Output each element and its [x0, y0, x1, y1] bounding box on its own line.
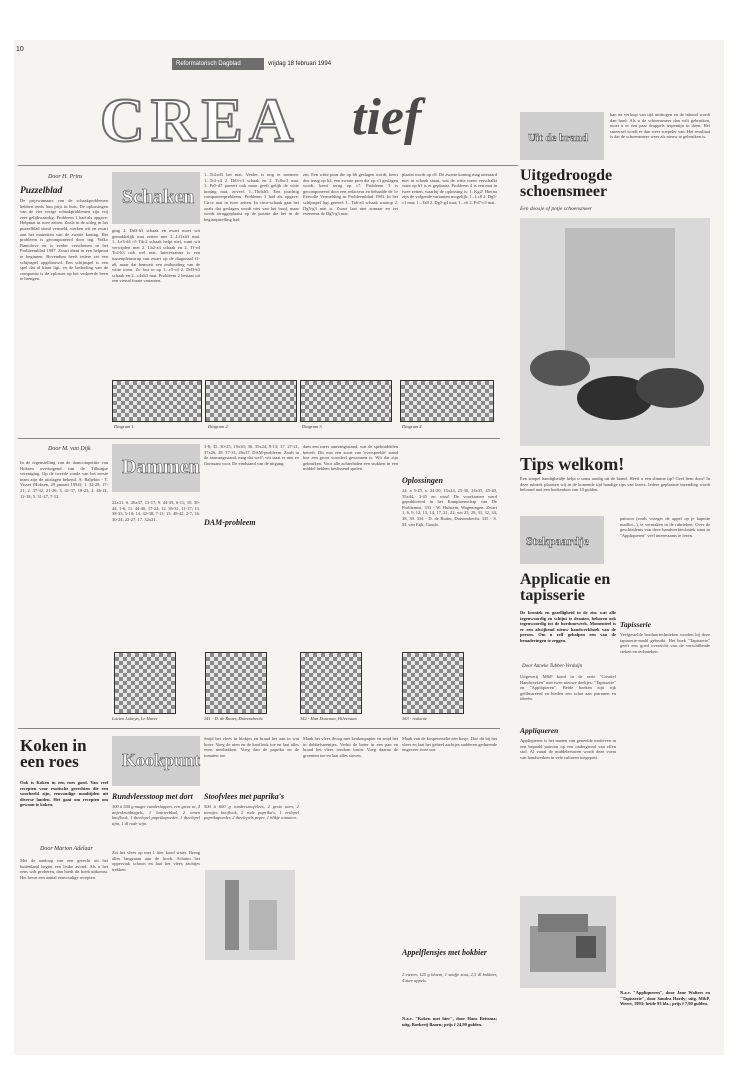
kookpunt-title: Kookpunt [122, 750, 201, 770]
diagram-caption-2: Diagram 2. [208, 424, 229, 429]
section-rule-1 [18, 438, 500, 439]
tips-title: Tips welkom! [520, 454, 625, 474]
koken-body: Met de aanloop van een gerecht uit het buitenland begint een leuke avond. Als u het eens wilt proberen, dan biedt dit boek uitkomst. Het bevat een aantal eenvoudige recepten. [20, 858, 108, 880]
dammen-col-1: In de tegenstelling van de damcompetitie van Hoksen overtuigend van de Tilburgse vereniging. Op de tweede ronde van het eerste team zijn de uitslagen bekend. A. Baljekin - T. Visser (Hoksen, 29 januari 1994): 1. 32-28, 17-21; 2. 37-32, 21-26; 3. 41-37, 18-23; 4. 46-41, 12-18; 5. 31-27, 7-12. [20, 460, 108, 499]
tapisserie-body: Veelgestelde borduurtechnieken worden bij deze tapisserie-naald gebruikt. Het boek "Tapisserie" geeft een goed overzicht van de verschillende steken en technieken. [620, 632, 710, 654]
chess-diagram-3 [300, 380, 392, 422]
diagram-caption-1: Diagram 1. [114, 424, 135, 429]
brand-box-title: Uit de brand [528, 132, 588, 144]
kookpunt-recipe-2-title: Stoofvlees met paprika's [204, 792, 284, 801]
masthead-crea: CREA [100, 87, 300, 155]
kookpunt-recipe-3-ingredients: 2 eieren, 125 g bloem, 1 snufje zout, 2,5 dl bokbier, 4 zure appels. [402, 972, 497, 983]
puzzel-title: Puzzelblad [20, 186, 63, 196]
kookpunt-recipe-1-ingredients: 300 à 500 g mager runderlappen, een grote ui, 4 anjerkruidnagels, 1 laurierblad, 2 tenen knoflook, 1 theelepel paprikapoeder, 1 theelepel tijm, 1 dl rode wijn. [112, 804, 200, 826]
schaken-col-3: zin. Een witte pion die op b6 geslagen wordt, keert dus terug op b2, een zwarte pion die op c3 geslagen wordt, keert terug op c7. Probleem 3 is gecomponeerd door een redacteur en behaalde de 1e Eervolle Vermelding in Probleemblad 1983. In het schijnspel ligt gereed: 1...Ta6-a3 schaak waarop 2. Dg5-g3 mat is. Zwart laat niet zomaar en zet eveneens de Dg5-g3 mat. [303, 172, 398, 217]
draughts-caption-1: Lucien Lobeyn, Le Havre [112, 716, 158, 721]
draughts-caption-3: 342 - Han Doornan, Hilversum [300, 716, 357, 721]
schaken-col-4: plaatst wordt op c8. De zwarte koning mag uiteraard niet in schaak staan, wat de witte toren verschalkt want op b1 is er geplaatst. Probleem 4 is een mat in twee zetten, waarbij de oplossing is: 1. Kg2! Hierna zijn de volgende varianten mogelijk: 1...Lc8 2. Dg5-c1 mat; 1...Ta8 2. Dg5-g4 mat; 1...c6 2. Pd7-c5 mat. [402, 172, 497, 205]
shoe-polish-image [520, 218, 710, 446]
chess-diagram-4 [400, 380, 494, 422]
koken-author: Door Marion Adelaar [40, 846, 93, 852]
masthead-tief: tief [352, 89, 422, 146]
stekpaardje-body: Uitgeverij M&P komt in de serie "Creatief Handwerken" met twee nieuwe deeltjes: "Tapisserie" en "Appliqueren". Beide boeken zijn rijk geïllustreerd en bieden een schat aan patronen en ideeën. [520, 674, 616, 702]
schaken-col-2: 1...Tc2xd3 het mat. Verder is nog te noemen: 1...Tc2-c4 2. Dd3-c3 schaak en 2. Tc8xc3 mat. 1...Pe5-d7 pareert ook maar geeft gelijk de witte koning mat, zoveel. 1...Thdxb5. Een prachtig componeerprobleem. Probleem 3 had als opgave: Circe mat in twee zetten. In circe-schaak gaat het zoals dat geslagen wordt niet van het bord, maar wordt teruggeplaatst op de positie die het in de beginopstelling had. [204, 172, 299, 222]
draughts-diagram-2 [205, 652, 267, 714]
beer-photo [205, 870, 295, 960]
chess-diagram-2 [205, 380, 297, 422]
stekpaardje-lead: De kroniek en gezelligheid in de zin: wat alle tegenwoordig en schijnt te draaien, behoren ook tegenwoordig tot de borduurwerk. Momenteel is er een afwijkend nieuw handwerkboek van de persen. Om u zelf geholpen een van de benaderingen te zeggen. [520, 610, 616, 643]
sewing-machine-image [520, 896, 616, 988]
oplossingen-heading: Oplossingen [402, 476, 443, 485]
stekpaardje-box-title: Stekpaardje [526, 534, 589, 548]
stekpaardje-note: N.a.v. "Appliqueren", door Jane Walters en "Tapisserie", door Sandra Hardy; uitg. M&P, Weert, 1993; beide 93 blz.; prijs f 7,90 gulden. [620, 990, 710, 1007]
section-rule-2 [18, 728, 500, 729]
draughts-caption-4: 343 - redactie [402, 716, 428, 721]
dammen-col-5: 24. x 5-25, x. 24-20, 15x24, 25-30, 24x35, 45-40, 35x44, 3-45 en wint! De voorkomen werd gepubliceerd in het Kampioenschap van De Problemist. 333 - W. Hulstein, Wageningen. Zwart 1, 6, 9, 12, 13, 14, 17, 21, 22; wit 25, 29, 31, 32, 34, 38, 39. 334 - D. de Ruiter, Duivendrecht. 335 - S. M. van Eijk, Gouda. [402, 488, 497, 527]
stekpaardje-right-col: patroon (zoals vroeger de appel op je kapotte maillot...), te vermaken in de rubrieken. Over de geschiedenis van deze handwerktechniek staat in "Appliqueren" veel interessants te lezen. [620, 516, 710, 538]
brand-subtitle: Een doosje of potje schoensmeer [520, 206, 593, 212]
diagram-caption-3: Diagram 3. [302, 424, 323, 429]
dammen-title: Dammen [122, 456, 200, 478]
draughts-caption-2: 341 - D. de Ruiter, Duivendrecht [204, 716, 263, 721]
stekpaardje-title: Applicatie en tapisserie [520, 571, 611, 604]
stekpaardje-author: Door Anneke Tubber-Verduijn [522, 664, 583, 669]
schaken-title: Schaken [122, 186, 195, 208]
diagram-caption-4: Diagram 4. [402, 424, 423, 429]
dammen-author: Door M. van Dijk [48, 446, 91, 452]
puzzel-body: De prijswinnaars van de schaakproblemen hebben reeds hun prijs in huis. De oplossingen van de vier vorige schaakproblemen zijn vrij zeer gelijkwaardig. Probleem 1 had als opgave: Helpmat in twee zetten. Zoals in de uitleg in het puzzelblad stond vermeld, werken wit en zwart aan het matzetten van de zwarte koning. Het probleem is gecomponeerd door ing. Volko Bantolove en is eerder verschenen in het Probleemblad 1987. Zwart dient in een helpmat te beginnen. Bovendien heeft iedere zet een schijnspel opgebouwd. Een schijnspel is een spel dat al klaar ligt, en de bedoeling van de componist is de oplosser op het verkeerde been te brengen. [20, 198, 108, 282]
schaken-col-1: ging 2. Dd3-h3 schaak en zwart moet wit gemakkelijk mat zetten met 2...Lf1xh3 mat. 1...Le3-d4 c5 Tdc2 schaak helpt niet, want wit verwijdert met 2. Lb2-a3 schaak en 2. Tf-e4 Tc4-b3 ook wel mat. Interessanter is een tussenpleinstrap van zwart op de diagonaal f1-a6, maar dat bemoeit een onthouding van de witte toren. Zo lost ie op 1...c5-c4 2. Dd3-b3 schaak en 2...c4xb3 mat. Probleem 2 bestaat uit een viertal fraaie varianten. [112, 228, 200, 284]
kookpunt-recipe-3-title: Appelflensjes met bokbier [402, 948, 487, 957]
masthead [100, 76, 500, 156]
kookpunt-caption: N.a.v. "Koken met bier", door Hans Reitsma; uitg. Boekerij Baarn; prijs f 24,90 gulden. [402, 1016, 497, 1027]
publication-date: vrijdag 18 februari 1994 [268, 61, 332, 67]
kookpunt-col-2-top: Snijd het vlees in blokjes en braad het aan in wat boter. Voeg de uien en de knoflook toe en laat alles even meebakken. Voeg dan de paprika en de tomaten toe. [204, 736, 299, 758]
beer-image [205, 870, 295, 960]
shoe-polish-photo [520, 218, 710, 446]
tips-body: Een simpel handigheidje helpt u soms aardig uit de brand. Heeft u een slimme tip? Geef hem door! In deze rubriek plaatsen wij in de komende tijd handige tips van lezers. Iedere geplaatste inzending wordt beloond met een boekenbon van 10 gulden. [520, 476, 710, 493]
brand-body-top: kan na verloop van tijd uitdrogen en de inhoud wordt dan hard. Als u de schoensmeer dan wilt gebruiken, moet u er een paar druppels terpentijn in doen. Het smeersel wordt er dan weer soepeler van. Het resultaat is dat de schoensmeer weer als nieuw te gebruiken is. [610, 112, 710, 140]
masthead-rule [18, 165, 518, 166]
dammen-col-4: dam een meer aanvangsstand, wat de spelmiddelen betreft. Dit was een soort van 'overspeelde' stand hoe een groot voordeel gewonnen is. Wit dat zijn gebruiken. Voor alle achterhalen een stukken in een middel hebben beslissend spelen. [303, 444, 398, 472]
dam-probleem-heading: DAM-probleem [204, 518, 256, 527]
dammen-col-3: 3-8; 35. 30-25, 19x30; 36. 35x24, 8-13; 37. 27-21, 37x26; 38. 37-31, 26x37. DAM-probleem. Zoals in de aanvangsstand, mag dat wel?, wit staat er niet zo florissant voor. De eindstand van de uitgang. [204, 444, 299, 466]
puzzel-author: Door H. Prins [48, 174, 83, 180]
draughts-diagram-4 [402, 652, 464, 714]
draughts-diagram-1 [114, 652, 176, 714]
dammen-col-2: 22x31: 6. 26x37, 13-17; 9. 44-39, 6-11; 10. 50-44, 1-6; 11. 44-40, 17-22; 12. 36-31, 11-17; 13. 38-33, 5-10; 14. 42-38, 7-11; 15. 48-42, 2-7; 16. 30-24, 22-27; 17. 32x21. [112, 500, 200, 522]
tapisserie-heading: Tapisserie [620, 620, 651, 629]
kookpunt-recipe-1-title: Rundvleesstoop met dort [112, 792, 193, 801]
koken-lead: Ook is Koken in een roes goed. Van veel recepten voor exotische gerechten die een voorbeeld zijn, eenvoudige maaltijden uit diverse landen. Het gaat om recepten om gewoon te koken. [20, 780, 108, 808]
kookpunt-recipe-1-body: Zet het vlees op met 1 liter koud water. Breng alles langzaam aan de kook. Schuim het opperviak schoon en laat het vlees zachtjes trekken. [112, 850, 200, 872]
page-number: 10 [16, 46, 24, 53]
appliqueren-heading: Appliqueren [520, 726, 559, 735]
chess-diagram-1 [112, 380, 202, 422]
brand-title: Uitgedroogde schoensmeer [520, 167, 613, 200]
kookpunt-recipe-2-ingredients: 500 à 600 g runderstoofvlees, 2 grote uien, 2 teentjes knoflook, 2 rode paprika's, 1 eetlepel paprikapoeder, 2 theelepels peper, 1 blikje tomaten. [204, 804, 299, 821]
appliqueren-body: Appliqueren is het naaien van geneelde motieven in een bepaald patroon op een ondergrond van effen stof. Al vanaf de middeleeuwen wordt deze vorm van handwerken in vele culturen toegepast. [520, 738, 616, 760]
sewing-machine-photo [520, 896, 616, 988]
kookpunt-col-3: Maak het vlees droog met keukenpapier en snijd het in dobbelsteentjes. Verhit de boter in een pan en braad het vlees rondom bruin. Voeg daarna de groenten toe en laat alles stoven. [303, 736, 398, 758]
kookpunt-col-4: Maak van de bospeterselie een bosje. Doe dit bij het vlees en laat het geheel zachtjes sudderen gedurende ongeveer twee uur. [402, 736, 497, 753]
publication-name: Reformatorisch Dagblad [172, 58, 264, 70]
draughts-diagram-3 [300, 652, 362, 714]
koken-title: Koken in een roes [20, 736, 87, 771]
